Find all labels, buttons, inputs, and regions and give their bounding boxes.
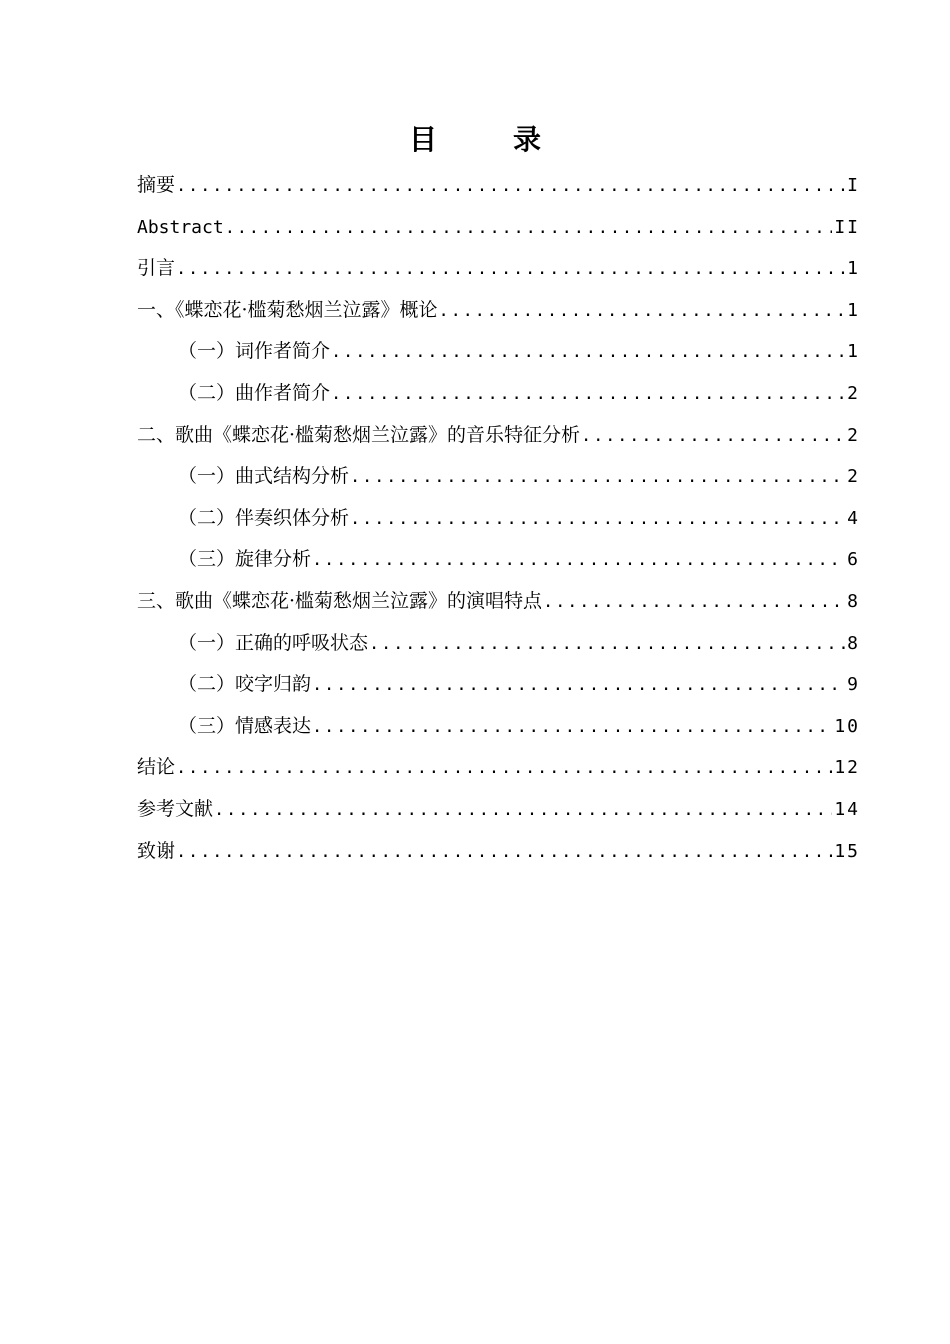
toc-entry[interactable] [137,789,860,831]
toc-entry-label: （三）旋律分析 [178,548,312,571]
toc-entry-label: （二）曲作者简介 [178,381,331,404]
toc-entry-page-number: 9 [847,674,860,696]
toc-entry-page-number: I [847,175,860,196]
toc-entry[interactable] [137,456,860,498]
table-of-contents [137,165,860,872]
toc-entry[interactable] [137,290,860,332]
toc-entry-label: （二）咬字归韵 [178,673,312,696]
toc-dot-leader [581,416,845,458]
toc-entry[interactable] [137,498,860,540]
toc-entry[interactable] [137,415,860,457]
toc-entry[interactable] [137,248,860,290]
toc-entry[interactable] [137,539,860,581]
toc-entry-label: （一）曲式结构分析 [178,465,350,488]
toc-entry[interactable] [137,581,860,623]
toc-entry[interactable] [137,706,860,748]
toc-entry-label: 三、歌曲《蝶恋花·槛菊愁烟兰泣露》的演唱特点 [137,589,543,612]
toc-entry-page-number: 1 [847,299,860,321]
toc-entry[interactable] [137,831,860,873]
toc-entry-label: （一）词作者简介 [178,340,331,363]
toc-entry-page-number: 2 [847,466,860,488]
toc-dot-leader [312,540,845,582]
toc-entry-page-number: 2 [847,382,860,404]
toc-dot-leader [176,832,832,874]
toc-dot-leader [312,665,845,707]
toc-entry[interactable] [137,664,860,706]
toc-entry-label: 二、歌曲《蝶恋花·槛菊愁烟兰泣露》的音乐特征分析 [137,423,581,446]
toc-entry-label: （二）伴奏织体分析 [178,506,350,529]
toc-dot-leader [312,707,832,749]
toc-entry-label: 摘要 [137,174,176,196]
toc-entry-label: （一）正确的呼吸状态 [178,631,369,654]
toc-dot-leader [214,790,832,832]
toc-entry-page-number: II [834,216,860,238]
toc-dot-leader [350,457,845,499]
toc-entry-page-number: 15 [834,840,860,862]
toc-entry[interactable] [137,623,860,665]
toc-entry-page-number: 8 [847,590,860,612]
toc-entry-page-number: 8 [847,632,860,654]
toc-entry-label: Abstract [137,216,224,238]
toc-dot-leader [176,748,832,790]
toc-dot-leader [350,499,845,541]
toc-dot-leader [331,332,845,374]
toc-dot-leader [369,624,845,666]
toc-dot-leader [331,374,845,416]
toc-entry-page-number: 1 [847,258,860,280]
toc-dot-leader [176,249,845,291]
toc-entry-page-number: 12 [834,757,860,779]
toc-title: 目 录 [408,123,565,156]
toc-entry-page-number: 10 [834,715,860,737]
toc-entry-label: 引言 [137,257,176,280]
toc-dot-leader [225,208,833,250]
toc-entry-label: 致谢 [137,839,176,862]
toc-dot-leader [543,582,845,624]
toc-entry-page-number: 1 [847,341,860,363]
toc-entry[interactable] [137,747,860,789]
toc-entry-label: 参考文献 [137,797,214,820]
toc-entry-page-number: 6 [847,549,860,571]
toc-entry-label: 一、《蝶恋花·槛菊愁烟兰泣露》概论 [137,298,438,321]
toc-entry[interactable] [137,165,860,207]
toc-entry-label: （三）情感表达 [178,714,312,737]
toc-dot-leader [176,166,845,208]
toc-entry-label: 结论 [137,756,176,779]
toc-entry-page-number: 2 [847,424,860,446]
toc-entry[interactable] [137,331,860,373]
toc-dot-leader [439,291,846,333]
toc-entry-page-number: 14 [834,798,860,820]
toc-entry[interactable] [137,207,860,249]
toc-entry[interactable] [137,373,860,415]
toc-entry-page-number: 4 [847,507,860,529]
